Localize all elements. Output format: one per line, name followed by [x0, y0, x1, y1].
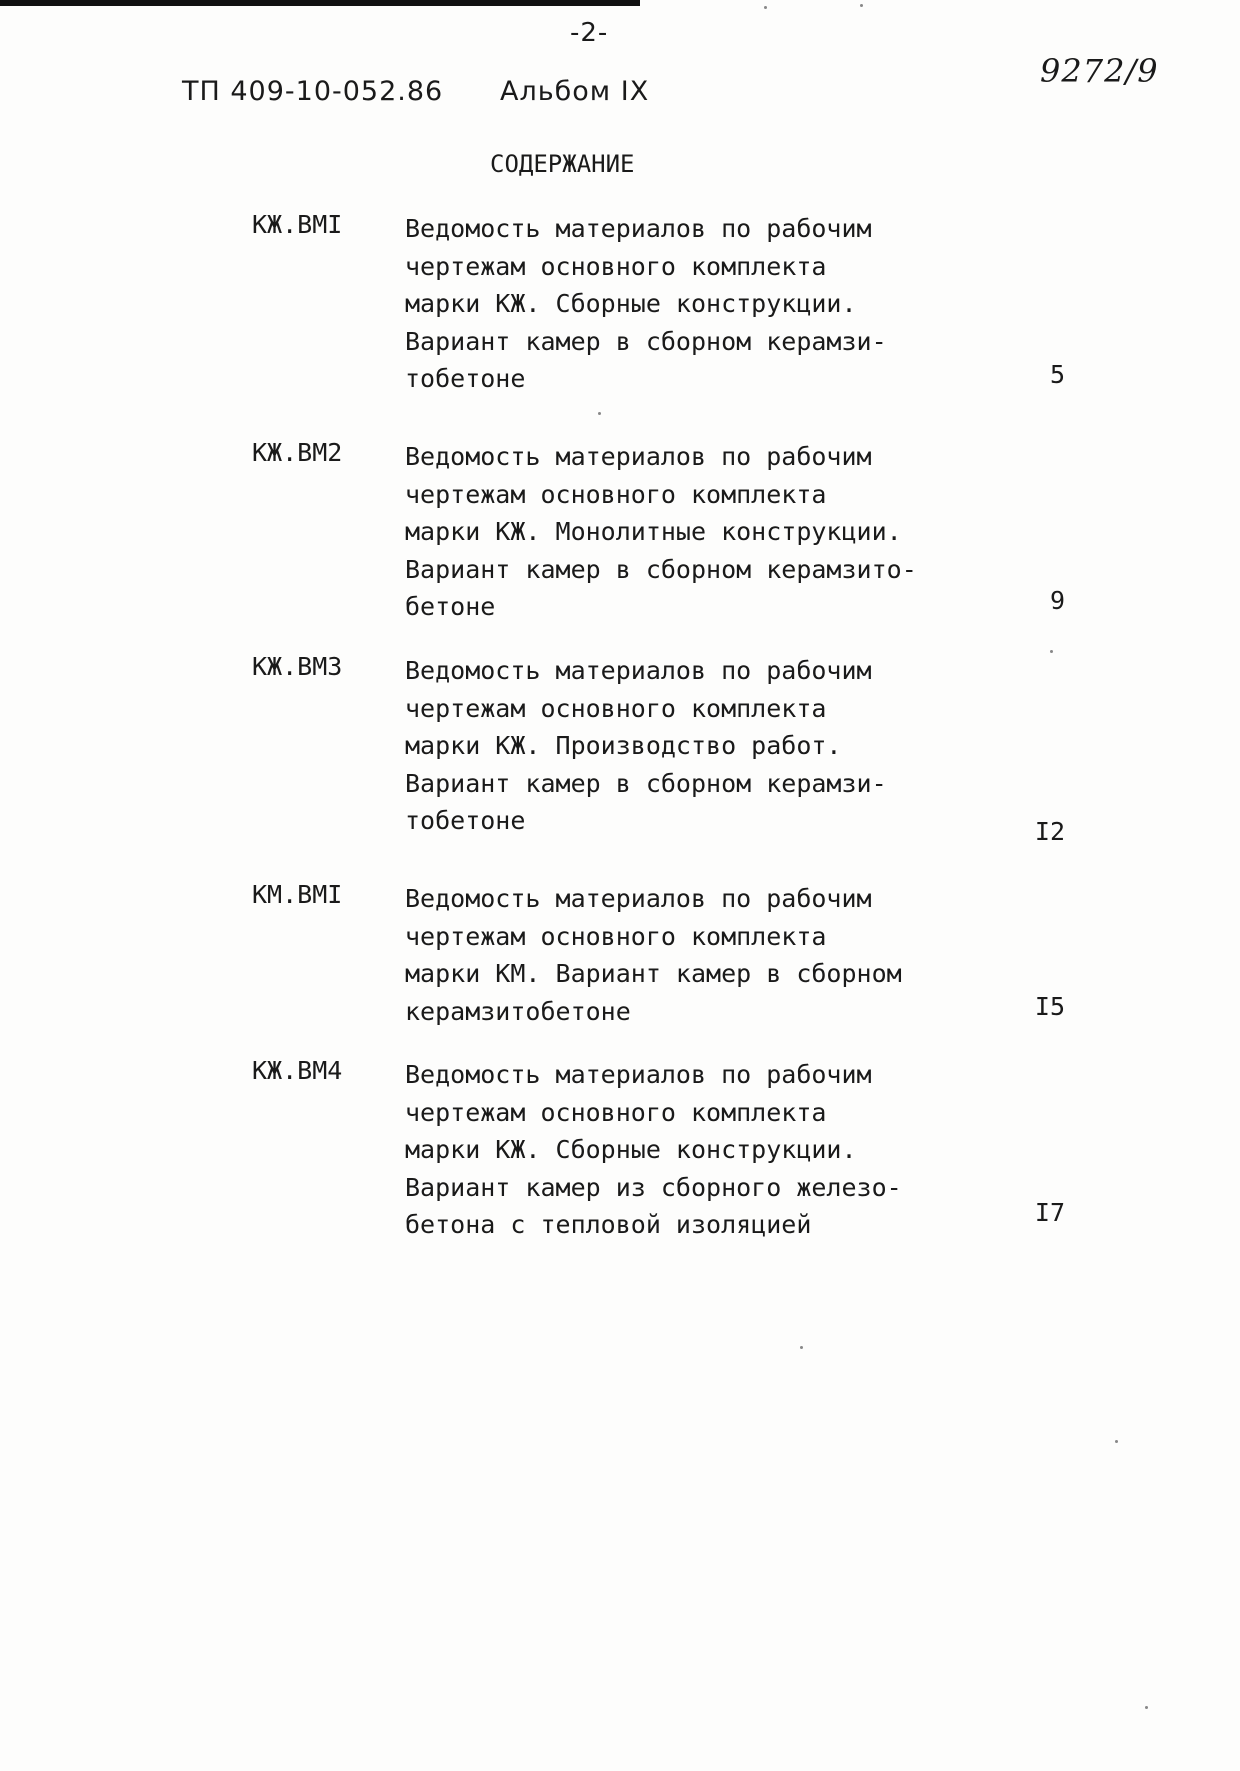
entry-code: КЖ.ВМ4 [252, 1056, 343, 1085]
entry-title-line: тобетоне [405, 364, 526, 393]
contents-heading: СОДЕРЖАНИЕ [490, 150, 635, 178]
scan-speck [598, 412, 601, 415]
entry-title-line: бетона с тепловой изоляцией [405, 1210, 812, 1239]
entry-title [405, 210, 945, 398]
top-edge-rule [0, 0, 640, 6]
entry-title-line: Вариант камер в сборном керамзи- [405, 768, 887, 798]
document-code: ТП 409-10-052.86 [182, 76, 444, 107]
entry-title-line: Ведомость материалов по рабочим [405, 884, 872, 913]
entry-code: КЖ.ВМI [252, 210, 343, 239]
entry-page-number: I5 [1034, 992, 1065, 1021]
entry-title-line: Ведомость материалов по рабочим [405, 656, 872, 685]
entry-title-line: Ведомость материалов по рабочим [405, 1060, 872, 1089]
entry-title-line: Ведомость материалов по рабочим [405, 214, 872, 243]
scan-speck [1050, 650, 1053, 653]
scan-speck [764, 6, 767, 9]
entry-title-line: марки КЖ. Производство работ. [405, 731, 842, 760]
entry-page-number: 9 [1049, 586, 1065, 615]
entry-title-line: чертежам основного комплекта [405, 251, 827, 281]
page-number: -2- [570, 18, 609, 48]
scan-speck [1115, 1440, 1118, 1443]
entry-code: КМ.ВМI [252, 880, 343, 909]
entry-title-line: бетоне [405, 592, 496, 621]
entry-title-line: марки КЖ. Монолитные конструкции. [405, 517, 902, 546]
scan-speck [860, 4, 863, 7]
entry-title-line: марки КМ. Вариант камер в сборном [405, 959, 902, 988]
entry-code: КЖ.ВМ3 [252, 652, 343, 681]
entry-page-number: I2 [1034, 817, 1065, 846]
entry-title-line: Вариант камер из сборного железо- [405, 1172, 902, 1202]
entry-title-line: Вариант камер в сборном керамзи- [405, 326, 887, 356]
entry-title-line: чертежам основного комплекта [405, 693, 827, 723]
album-label: Альбом IX [500, 76, 650, 107]
entry-title-line: чертежам основного комплекта [405, 1097, 827, 1127]
entry-title-line: чертежам основного комплекта [405, 479, 827, 509]
entry-title-line: Вариант камер в сборном керамзито- [405, 554, 917, 584]
entry-title-line: марки КЖ. Сборные конструкции. [405, 1135, 857, 1164]
entry-title-line: тобетоне [405, 806, 526, 835]
entry-title-line: чертежам основного комплекта [405, 921, 827, 951]
entry-title [405, 880, 945, 1030]
entry-page-number: I7 [1034, 1198, 1065, 1227]
scan-speck [800, 1346, 803, 1349]
inventory-number: 9272/9 [1040, 52, 1159, 90]
entry-title-line: марки КЖ. Сборные конструкции. [405, 289, 857, 318]
entry-title [405, 652, 945, 840]
entry-title [405, 1056, 945, 1244]
entry-title [405, 438, 945, 626]
scan-speck [1145, 1706, 1148, 1709]
entry-title-line: керамзитобетоне [405, 996, 631, 1026]
entry-title-line: Ведомость материалов по рабочим [405, 442, 872, 471]
entry-page-number: 5 [1049, 360, 1065, 389]
entry-code: КЖ.ВМ2 [252, 438, 343, 467]
